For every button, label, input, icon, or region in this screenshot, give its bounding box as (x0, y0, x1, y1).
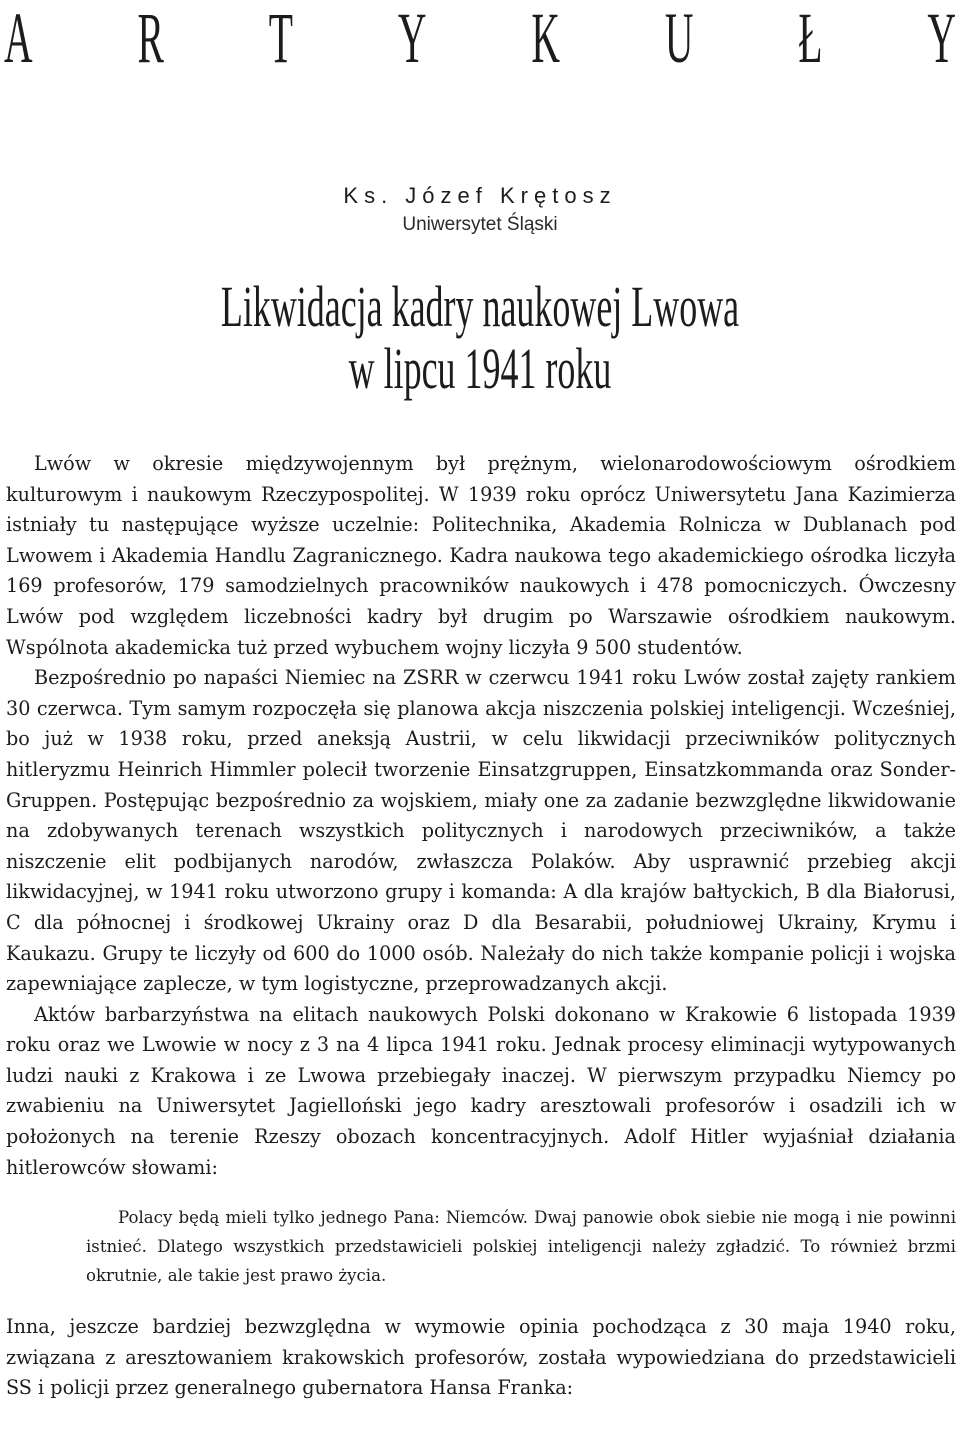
author-affiliation: Uniwersytet Śląski (402, 214, 558, 235)
article-title-line-1: Likwidacja kadry naukowej Lwowa (220, 274, 740, 339)
author-name: Ks. Józef Krętosz (343, 183, 617, 208)
body-paragraph-4: Inna, jeszcze bardziej bezwzględna w wymowie opinia pochodząca z 30 maja 1940 roku, związana z aresztowaniem krakowskich profesorów, została wypowiedziana do przedstawicieli SS i policji przez generalnego gubernatora Hansa Franka: (6, 1315, 956, 1400)
section-header-letter: K (531, 0, 560, 78)
body-paragraph-1: Lwów w okresie międzywojennym był prężnym, wielonarodowościowym ośrodkiem kulturowym i naukowym Rzeczypospolitej. W 1939 roku oprócz Uniwersytetu Jana Kazimierza istniały tu następujące wyższe uczelnie: Politechnika, Akademia Rolnicza w Dublanach pod Lwowem i Akademia Handlu Zagranicznego. Kadra naukowa tego akademickiego ośrodka liczyła 169 profesorów, 179 samodzielnych pracowników naukowych i 478 pomocniczych. Ówczesny Lwów pod względem liczebności kadry był drugim po Warszawie ośrodkiem naukowym. Wspólnota akademicka tuż przed wybuchem wojny liczyła 9 500 studentów. (6, 452, 956, 659)
section-header-letter: Y (927, 0, 957, 78)
section-header-letter: U (664, 0, 694, 78)
article-body (6, 449, 956, 1404)
body-paragraph-2: Bezpośrednio po napaści Niemiec na ZSRR w czerwcu 1941 roku Lwów został zajęty rankiem 30 czerwca. Tym samym rozpoczęła się planowa akcja niszczenia polskiej inteligencji. Wcześniej, bo już w 1938 roku, przed aneksją Austrii, w celu likwidacji przeciwników politycznych hitleryzmu Heinrich Himmler polecił tworzenie Einsatzgruppen, Einsatzkommanda oraz Sonder-Gruppen. Postępując bezpośrednio za wojskiem, miały one za zadanie bezwzględne likwidowanie na zdobywanych terenach wszystkich politycznych i narodowych przeciwników, a także niszczenie elit podbijanych narodów, zwłaszcza Polaków. Aby usprawnić przebieg akcji likwidacyjnej, w 1941 roku utworzono grupy i komanda: A dla krajów bałtyckich, B dla Białorusi, C dla północnej i środkowej Ukrainy oraz D dla Besarabii, południowej Ukrainy, Krymu i Kaukazu. Grupy te liczyły od 600 do 1000 osób. Należały do nich także kompanie policji i wojska zapewniające zaplecze, w tym logistyczne, przeprowadzanych akcji. (6, 666, 956, 996)
section-header-letter: Ł (798, 0, 823, 78)
article-title-line-2: w lipcu 1941 roku (348, 336, 612, 401)
section-header (4, 0, 957, 78)
article-title (0, 276, 960, 400)
section-header-letter: A (4, 0, 33, 78)
section-header-letter: T (268, 0, 293, 78)
author-block (0, 183, 960, 237)
block-quote: Polacy będą mieli tylko jednego Pana: Niemców. Dwaj panowie obok siebie nie mogą i nie powinni istnieć. Dlatego wszystkich przedstawicieli polskiej inteligencji należy zgładzić. To również brzmi okrutnie, ale takie jest prawo życia. (86, 1208, 956, 1286)
body-paragraph-3: Aktów barbarzyństwa na elitach naukowych Polski dokonano w Krakowie 6 listopada 1939 roku oraz we Lwowie w nocy z 3 na 4 lipca 1941 roku. Jednak procesy eliminacji wytypowanych ludzi nauki z Krakowa i ze Lwowa przebiegały inaczej. W pierwszym przypadku Niemcy po zwabieniu na Uniwersytet Jagielloński jego kadry aresztowali profesorów i osadzili ich w położonych na terenie Rzeszy obozach koncentracyjnych. Adolf Hitler wyjaśniał działania hitlerowców słowami: (6, 1002, 956, 1179)
section-header-letter: R (137, 0, 164, 78)
section-header-letter: Y (397, 0, 427, 78)
